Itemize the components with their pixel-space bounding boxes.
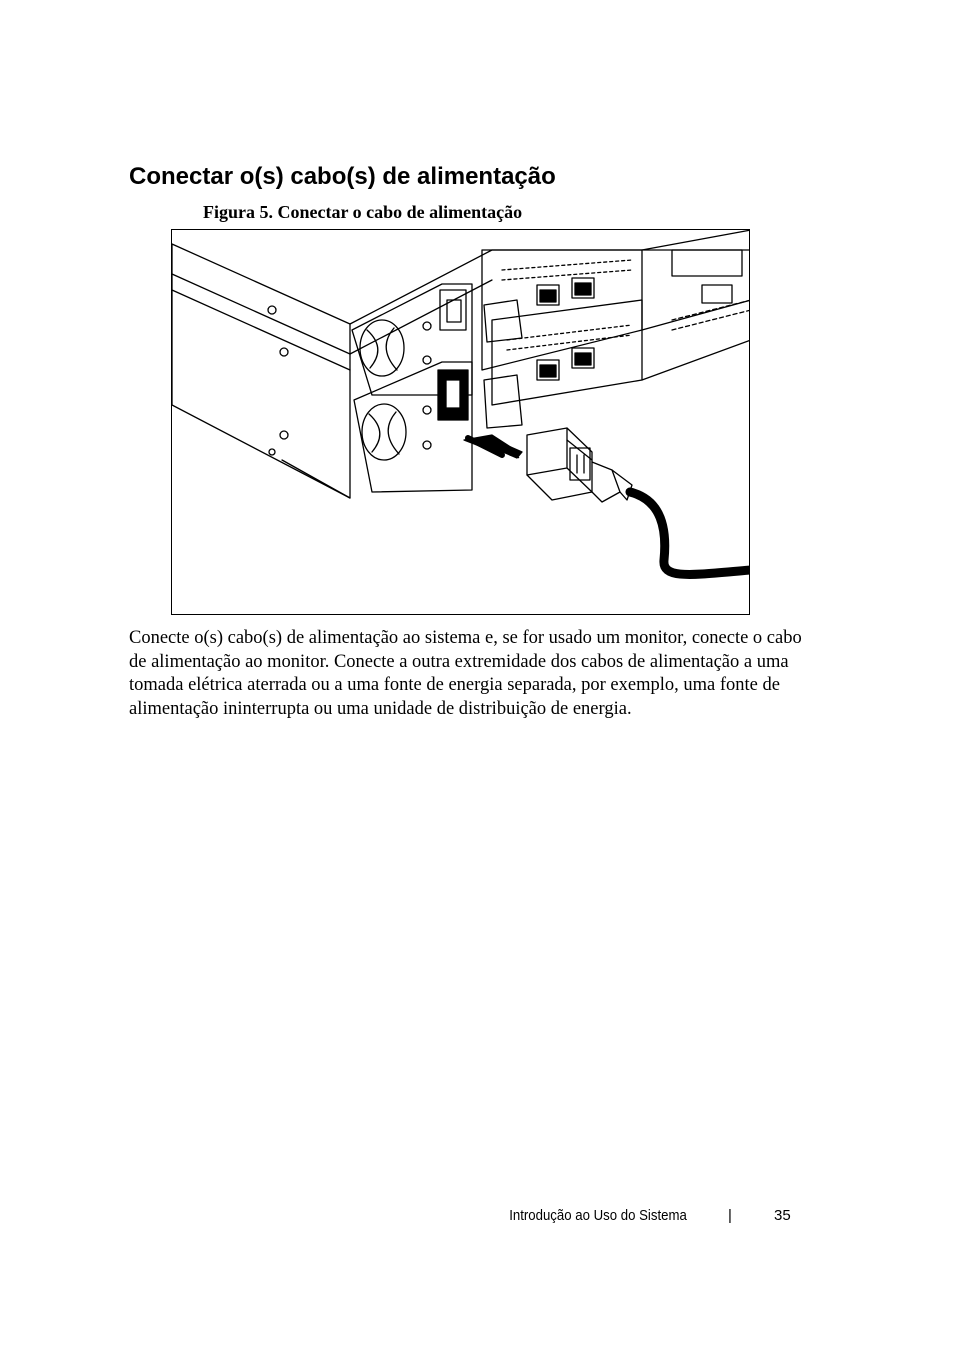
chassis-side-panel bbox=[172, 244, 350, 498]
expansion-slots bbox=[642, 230, 750, 380]
power-cable bbox=[630, 492, 750, 574]
body-paragraph: Conecte o(s) cabo(s) de alimentação ao sistema e, se for usado um monitor, conecte o cabo de alimentação ao monitor. Conecte a outra extremidade dos cabos de alimentação a uma tomada elétrica aterrada ou a uma fonte de energia separada, por exemplo, uma fonte de alimentação ininterrupta ou uma unidade de distribuição de energia. bbox=[129, 628, 802, 719]
power-supply-lower bbox=[354, 362, 472, 492]
footer-separator: | bbox=[728, 1207, 732, 1224]
page-footer bbox=[0, 1207, 954, 1227]
power-cord-plug bbox=[527, 428, 632, 502]
insertion-arrow-icon bbox=[464, 435, 522, 458]
figure-caption: Figura 5. Conectar o cabo de alimentação bbox=[203, 202, 523, 222]
io-module-upper bbox=[482, 250, 642, 370]
io-module-lower bbox=[492, 300, 642, 405]
footer-section-title: Introdução ao Uso do Sistema bbox=[509, 1207, 687, 1224]
power-cable-illustration bbox=[171, 229, 750, 615]
page-number: 35 bbox=[774, 1207, 791, 1224]
section-heading: Conectar o(s) cabo(s) de alimentação bbox=[129, 163, 556, 190]
